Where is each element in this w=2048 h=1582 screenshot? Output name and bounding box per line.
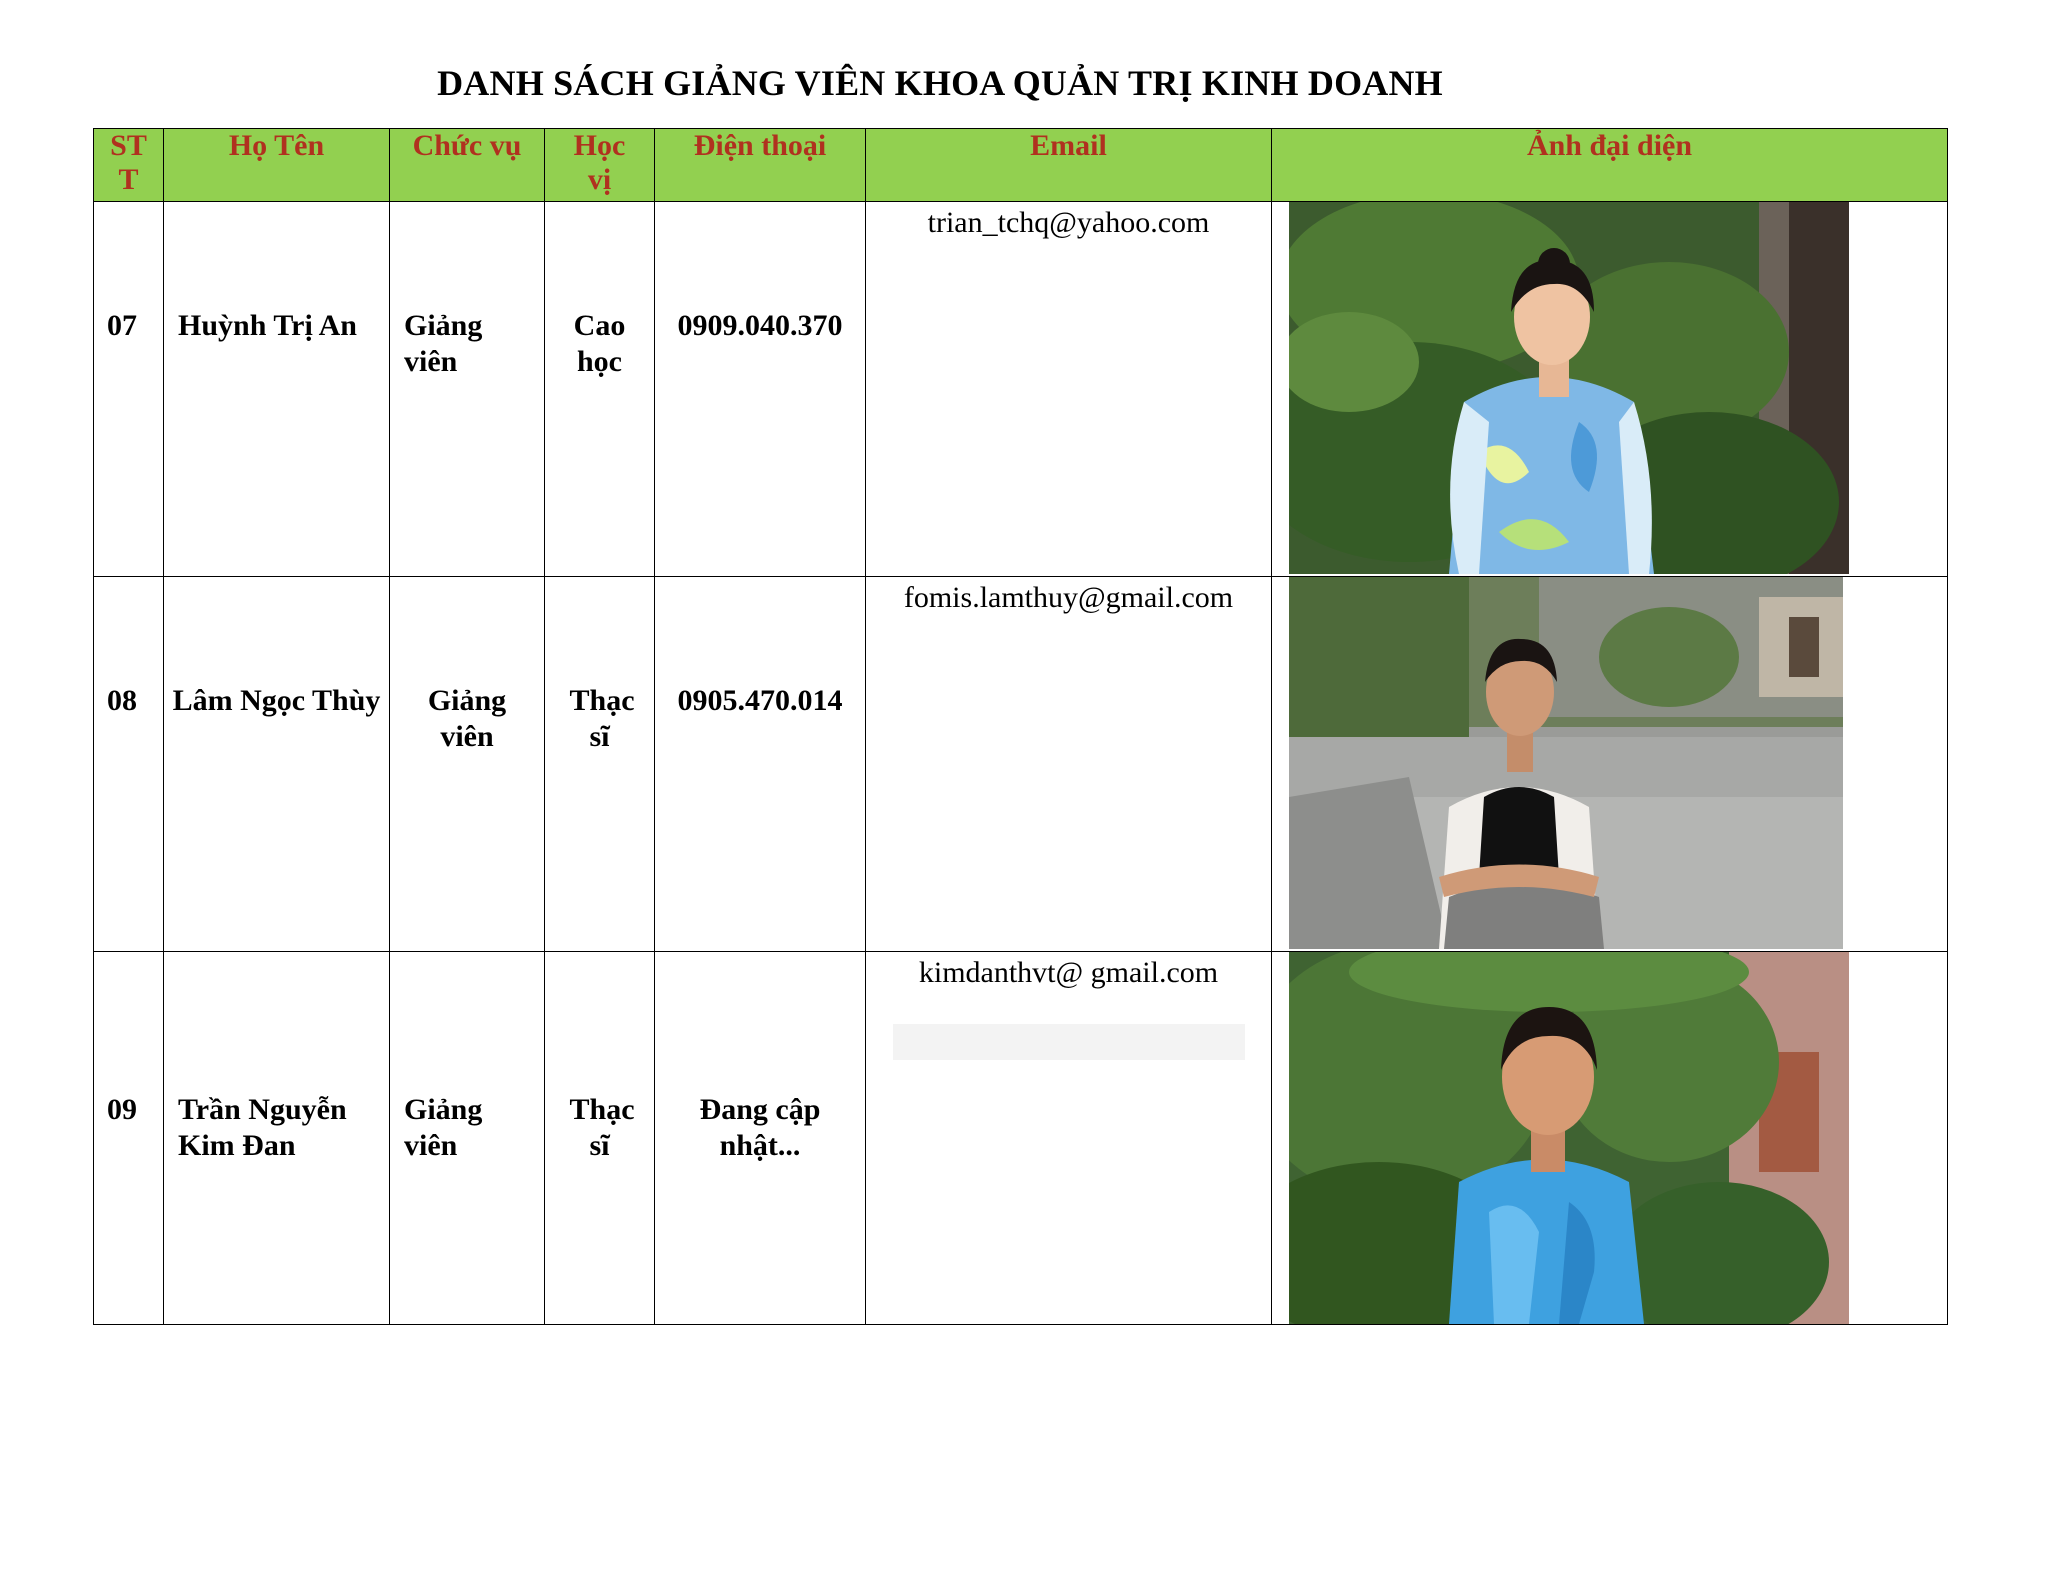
header-position: Chức vụ xyxy=(390,129,545,202)
photo-cell xyxy=(1272,202,1948,577)
lecturer-name: Lâm Ngọc Thùy xyxy=(172,684,381,717)
phone-cell xyxy=(655,202,866,577)
degree-value: Thạc sĩ xyxy=(569,684,635,753)
email-cell xyxy=(866,202,1272,577)
stt-value: 07 xyxy=(107,309,137,342)
header-stt: ST T xyxy=(94,129,164,202)
position-value: Giảng viên xyxy=(404,1093,483,1162)
phone-value: Đang cập nhật... xyxy=(699,1093,821,1162)
position-value: Giảng viên xyxy=(427,684,507,753)
lecturer-name: Trần Nguyễn Kim Đan xyxy=(178,1093,347,1162)
position-cell xyxy=(390,577,545,952)
position-value: Giảng viên xyxy=(404,309,483,378)
name-cell xyxy=(164,952,390,1325)
portrait-photo xyxy=(1289,202,1849,574)
portrait-photo xyxy=(1289,577,1843,949)
document-title: DANH SÁCH GIẢNG VIÊN KHOA QUẢN TRỊ KINH DOANH xyxy=(437,63,1443,103)
degree-cell xyxy=(545,202,655,577)
stt-value: 08 xyxy=(107,684,137,717)
header-name: Họ Tên xyxy=(164,129,390,202)
stt-cell xyxy=(94,952,164,1325)
degree-cell xyxy=(545,952,655,1325)
table-header-row xyxy=(94,129,1948,202)
phone-cell xyxy=(655,952,866,1325)
phone-value: 0909.040.370 xyxy=(677,309,843,342)
email-value: kimdanthvt@ gmail.com xyxy=(918,956,1219,989)
position-cell xyxy=(390,952,545,1325)
email-blank-field xyxy=(893,1024,1245,1060)
email-cell xyxy=(866,952,1272,1325)
header-photo: Ảnh đại diện xyxy=(1272,129,1948,202)
phone-cell xyxy=(655,577,866,952)
header-degree: Học vị xyxy=(545,129,655,202)
stt-value: 09 xyxy=(107,1093,137,1126)
header-phone: Điện thoại xyxy=(655,129,866,202)
lecturer-table xyxy=(93,128,1948,1325)
stt-cell xyxy=(94,577,164,952)
degree-cell xyxy=(545,577,655,952)
position-cell xyxy=(390,202,545,577)
photo-cell xyxy=(1272,577,1948,952)
degree-value: Cao học xyxy=(573,309,626,378)
stt-cell xyxy=(94,202,164,577)
table-row xyxy=(94,952,1948,1325)
email-cell xyxy=(866,577,1272,952)
header-email: Email xyxy=(866,129,1272,202)
email-value: fomis.lamthuy@gmail.com xyxy=(903,581,1234,614)
email-value: trian_tchq@yahoo.com xyxy=(927,206,1210,239)
photo-cell xyxy=(1272,952,1948,1325)
degree-value: Thạc sĩ xyxy=(569,1093,635,1162)
lecturer-name: Huỳnh Trị An xyxy=(178,309,357,342)
phone-value: 0905.470.014 xyxy=(677,684,843,717)
name-cell xyxy=(164,577,390,952)
portrait-photo xyxy=(1289,952,1849,1324)
table-row xyxy=(94,202,1948,577)
name-cell xyxy=(164,202,390,577)
table-row xyxy=(94,577,1948,952)
